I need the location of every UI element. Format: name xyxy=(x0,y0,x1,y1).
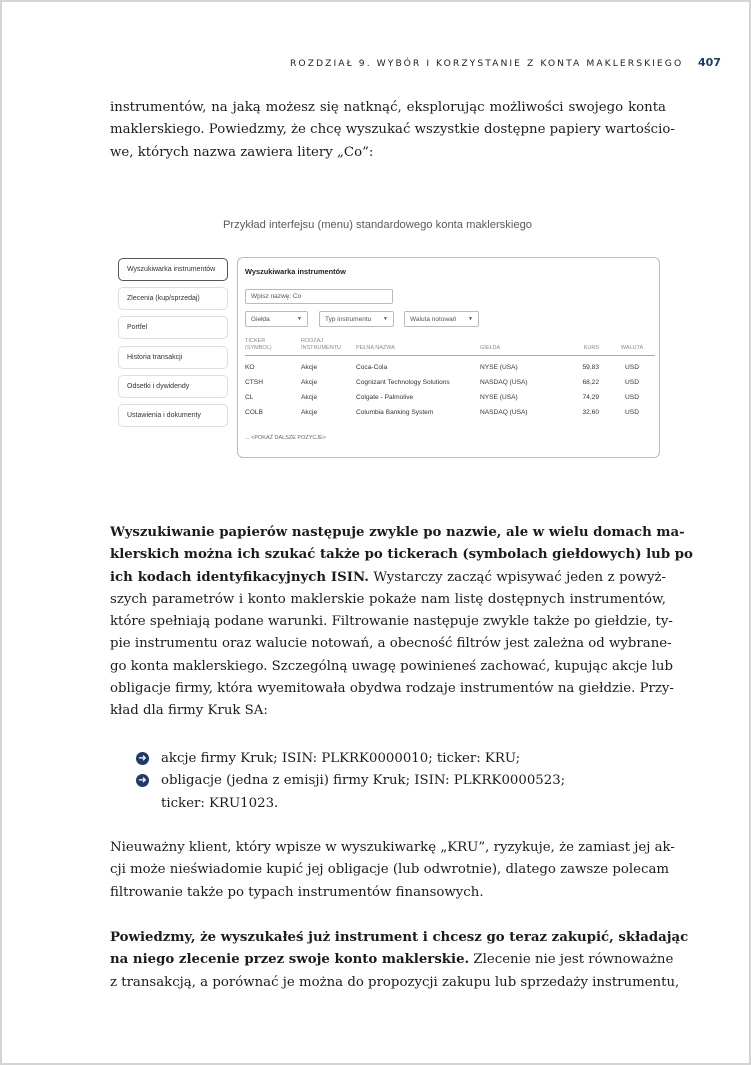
cell-exchange: NYSE (USA) xyxy=(480,364,518,371)
text-line: ich kodach identyfikacyjnych ISIN. Wystarczy zacząć wpisywać jeden z powyż- xyxy=(110,569,666,585)
running-header: ROZDZIAŁ 9. WYBÓR I KORZYSTANIE Z KONTA MAKLERSKIEGO xyxy=(290,58,684,69)
show-more-link[interactable]: ... <POKAŻ DALSZE POZYCJE> xyxy=(245,435,326,441)
page-number: 407 xyxy=(698,56,721,69)
cell-exchange: NYSE (USA) xyxy=(480,394,518,401)
instrument-type-filter-dropdown[interactable] xyxy=(319,311,394,327)
cell-ticker: KO xyxy=(245,364,255,371)
text-line: go konta maklerskiego. Szczególną uwagę powinieneś zachować, kupując akcje lub xyxy=(110,658,673,674)
text-line: Powiedzmy, że wyszukałeś już instrument i chcesz go teraz zakupić, składając xyxy=(110,930,689,945)
table-row[interactable] xyxy=(245,405,655,420)
cell-exchange: NASDAQ (USA) xyxy=(480,409,528,416)
text-line: filtrowanie także po typach instrumentów finansowych. xyxy=(110,884,484,900)
panel-title: Wyszukiwarka instrumentów xyxy=(245,267,346,276)
text-line: Nieuważny klient, który wpisze w wyszukiwarkę „KRU”, ryzykuje, że zamiast jej ak- xyxy=(110,840,675,855)
col-header-currency: WALUTA xyxy=(609,338,655,356)
col-header-exchange: GIEŁDA xyxy=(480,338,565,356)
table-row[interactable] xyxy=(245,375,655,390)
cell-currency: USD xyxy=(625,409,639,416)
cell-exchange: NASDAQ (USA) xyxy=(480,379,528,386)
cell-type: Akcje xyxy=(301,364,318,371)
table-header-row xyxy=(245,338,655,356)
menu-item-settings-documents[interactable]: Ustawienia i dokumenty xyxy=(118,404,228,427)
dropdown-label: Typ instrumentu xyxy=(325,315,372,323)
results-table xyxy=(245,338,655,420)
broker-menu xyxy=(118,258,228,433)
text-line: pie instrumentu oraz walucie notowań, a obecność filtrów jest zależna od wybrane- xyxy=(110,636,672,652)
cell-name: Cognizant Technology Solutions xyxy=(356,379,450,386)
caret-down-icon: ▼ xyxy=(468,316,473,322)
text-line: maklerskiego. Powiedzmy, że chcę wyszukać wszystkie dostępne papiery wartościo- xyxy=(110,122,675,138)
cell-ticker: CL xyxy=(245,394,254,401)
cell-price: 68,22 xyxy=(582,379,599,386)
paragraph-search-explanation xyxy=(110,522,693,723)
exchange-filter-dropdown[interactable] xyxy=(245,311,308,327)
cell-currency: USD xyxy=(625,364,639,371)
bullet-list xyxy=(136,748,666,815)
arrow-circle-right-icon: ➜ xyxy=(136,774,149,787)
arrow-circle-right-icon: ➜ xyxy=(136,752,149,765)
text-line: obligacje firmy, która wyemitowała obydwa rodzaje instrumentów na giełdzie. Przy- xyxy=(110,681,674,697)
dropdown-label: Giełda xyxy=(251,315,270,323)
cell-name: Coca-Cola xyxy=(356,364,388,371)
table-row[interactable] xyxy=(245,356,655,376)
cell-currency: USD xyxy=(625,379,639,386)
text-line: klerskich można ich szukać także po tickerach (symbolach giełdowych) lub po xyxy=(110,547,693,563)
menu-item-transaction-history[interactable]: Historia transakcji xyxy=(118,346,228,369)
cell-currency: USD xyxy=(625,394,639,401)
cell-name: Colgate - Palmolive xyxy=(356,394,414,401)
cell-type: Akcje xyxy=(301,409,318,416)
col-header-type: RODZAJ INSTRUMENTU xyxy=(301,338,356,356)
text-line: kład dla firmy Kruk SA: xyxy=(110,703,268,719)
table-row[interactable] xyxy=(245,390,655,405)
cell-name: Columbia Banking System xyxy=(356,409,434,416)
menu-item-instrument-search[interactable]: Wyszukiwarka instrumentów xyxy=(118,258,228,281)
menu-item-orders[interactable]: Zlecenia (kup/sprzedaj) xyxy=(118,287,228,310)
menu-item-portfolio[interactable]: Portfel xyxy=(118,316,228,339)
menu-item-interest-dividends[interactable]: Odsetki i dywidendy xyxy=(118,375,228,398)
col-header-full-name: PEŁNA NAZWA xyxy=(356,338,480,356)
text-line: instrumentów, na jaką możesz się natknąć, eksplorując możliwości swojego konta xyxy=(110,100,666,115)
col-header-price: KURS xyxy=(565,338,609,356)
list-item: ➜ obligacje (jedna z emisji) firmy Kruk; ISIN: PLKRK0000523; ticker: KRU1023. xyxy=(136,770,666,815)
text-line: na niego zlecenie przez swoje konto maklerskie. Zlecenie nie jest równoważne xyxy=(110,952,674,968)
cell-ticker: COLB xyxy=(245,409,263,416)
col-header-ticker: TICKER (SYMBOL) xyxy=(245,338,301,356)
cell-price: 59,83 xyxy=(582,364,599,371)
currency-filter-dropdown[interactable] xyxy=(404,311,479,327)
text-line: które spełniają podane warunki. Filtrowanie następuje zwykle także po giełdzie, ty- xyxy=(110,614,673,630)
dropdown-label: Waluta notowań xyxy=(410,315,457,323)
figure-caption: Przykład interfejsu (menu) standardowego konta maklerskiego xyxy=(222,219,533,231)
caret-down-icon: ▼ xyxy=(383,316,388,322)
cell-type: Akcje xyxy=(301,394,318,401)
text-line: Wyszukiwanie papierów następuje zwykle po nazwie, ale w wielu domach ma- xyxy=(110,525,685,540)
list-item: ➜ akcje firmy Kruk; ISIN: PLKRK0000010; ticker: KRU; xyxy=(136,748,666,770)
text-line: cji może nieświadomie kupić jej obligacje (lub odwrotnie), dlatego zawsze polecam xyxy=(110,862,670,878)
instrument-search-panel xyxy=(237,257,660,458)
cell-type: Akcje xyxy=(301,379,318,386)
cell-ticker: CTSH xyxy=(245,379,263,386)
search-input[interactable]: Wpisz nazwę: Co xyxy=(245,289,393,304)
paragraph-intro xyxy=(110,97,675,164)
text-line: we, których nazwa zawiera litery „Co”: xyxy=(110,144,374,160)
text-line: szych parametrów i konto maklerskie pokaże nam listę dostępnych instrumentów, xyxy=(110,591,666,607)
caret-down-icon: ▼ xyxy=(297,316,302,322)
cell-price: 32,60 xyxy=(582,409,599,416)
cell-price: 74,29 xyxy=(582,394,599,401)
paragraph-warning xyxy=(110,837,675,904)
paragraph-order xyxy=(110,927,689,994)
text-line: z transakcją, a porównać je można do propozycji zakupu lub sprzedaży instrumentu, xyxy=(110,974,680,990)
